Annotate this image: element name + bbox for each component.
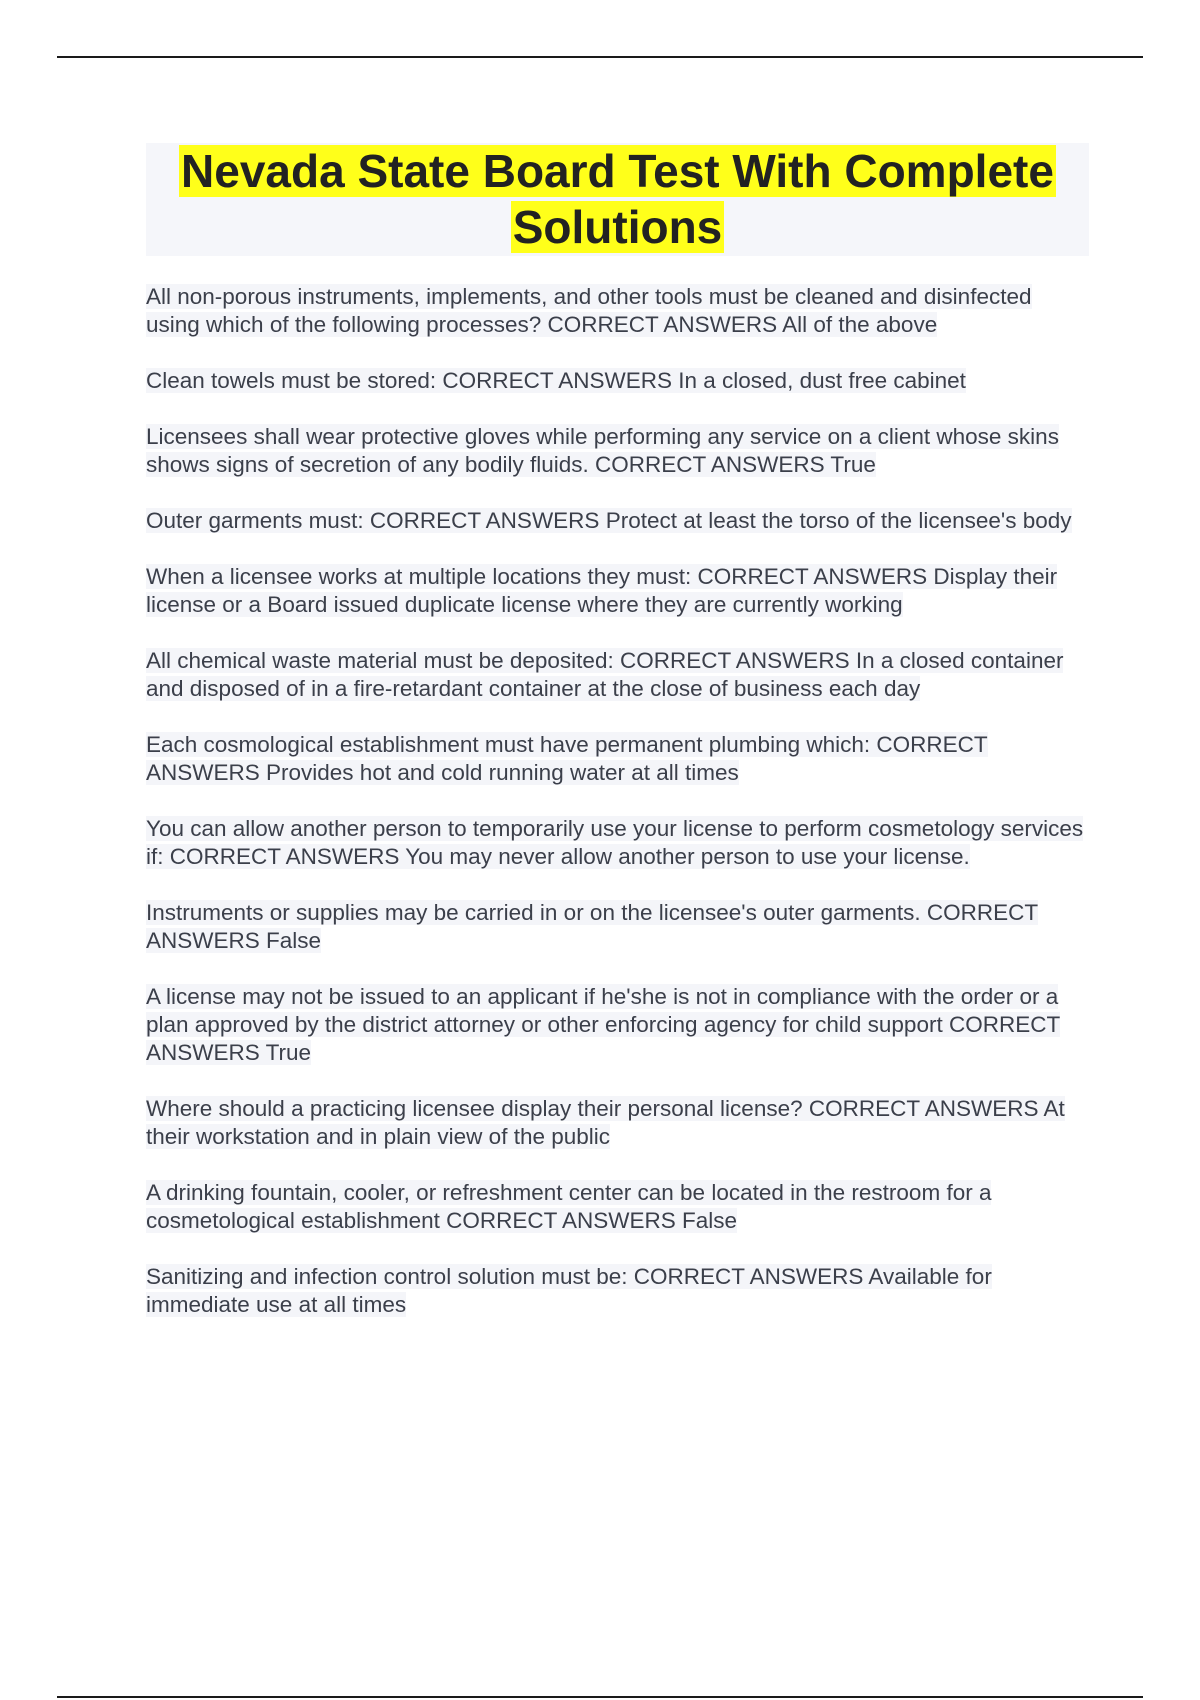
title-text-1: Nevada State Board Test With Complete (181, 145, 1054, 197)
footer-rule (57, 1696, 1143, 1698)
qa-item: All non-porous instruments, implements, and other tools must be cleaned and disinfected using which of the following processes? CORRECT ANSWERS All of the above (146, 284, 1032, 337)
document-title (146, 143, 1089, 256)
qa-item: You can allow another person to temporarily use your license to perform cosmetology services if: CORRECT ANSWERS You may never allow another person to use your license. (146, 816, 1084, 869)
qa-list (146, 283, 1090, 1347)
title-text-2: Solutions (512, 201, 723, 253)
qa-item: Clean towels must be stored: CORRECT ANSWERS In a closed, dust free cabinet (146, 368, 966, 393)
qa-item: Each cosmological establishment must have permanent plumbing which: CORRECT ANSWERS Provides hot and cold running water at all times (146, 732, 988, 785)
qa-item: Where should a practicing licensee display their personal license? CORRECT ANSWERS At their workstation and in plain view of the public (146, 1096, 1065, 1149)
qa-item: Outer garments must: CORRECT ANSWERS Protect at least the torso of the licensee's body (146, 508, 1072, 533)
header-rule (57, 56, 1143, 58)
qa-item: When a licensee works at multiple locations they must: CORRECT ANSWERS Display their license or a Board issued duplicate license where they are currently working (146, 564, 1058, 617)
qa-item: Sanitizing and infection control solution must be: CORRECT ANSWERS Available for immediate use at all times (146, 1264, 992, 1317)
qa-item: A license may not be issued to an applicant if he'she is not in compliance with the order or a plan approved by the district attorney or other enforcing agency for child support CORRECT ANSWERS True (146, 984, 1061, 1065)
title-line-1 (146, 143, 1089, 199)
qa-item: All chemical waste material must be deposited: CORRECT ANSWERS In a closed container and disposed of in a fire-retardant container at the close of business each day (146, 648, 1064, 701)
qa-item: Instruments or supplies may be carried in or on the licensee's outer garments. CORRECT ANSWERS False (146, 900, 1039, 953)
qa-item: A drinking fountain, cooler, or refreshment center can be located in the restroom for a cosmetological establishment CORRECT ANSWERS False (146, 1180, 992, 1233)
qa-item: Licensees shall wear protective gloves while performing any service on a client whose skins shows signs of secretion of any bodily fluids. CORRECT ANSWERS True (146, 424, 1059, 477)
title-line-2 (146, 199, 1089, 255)
